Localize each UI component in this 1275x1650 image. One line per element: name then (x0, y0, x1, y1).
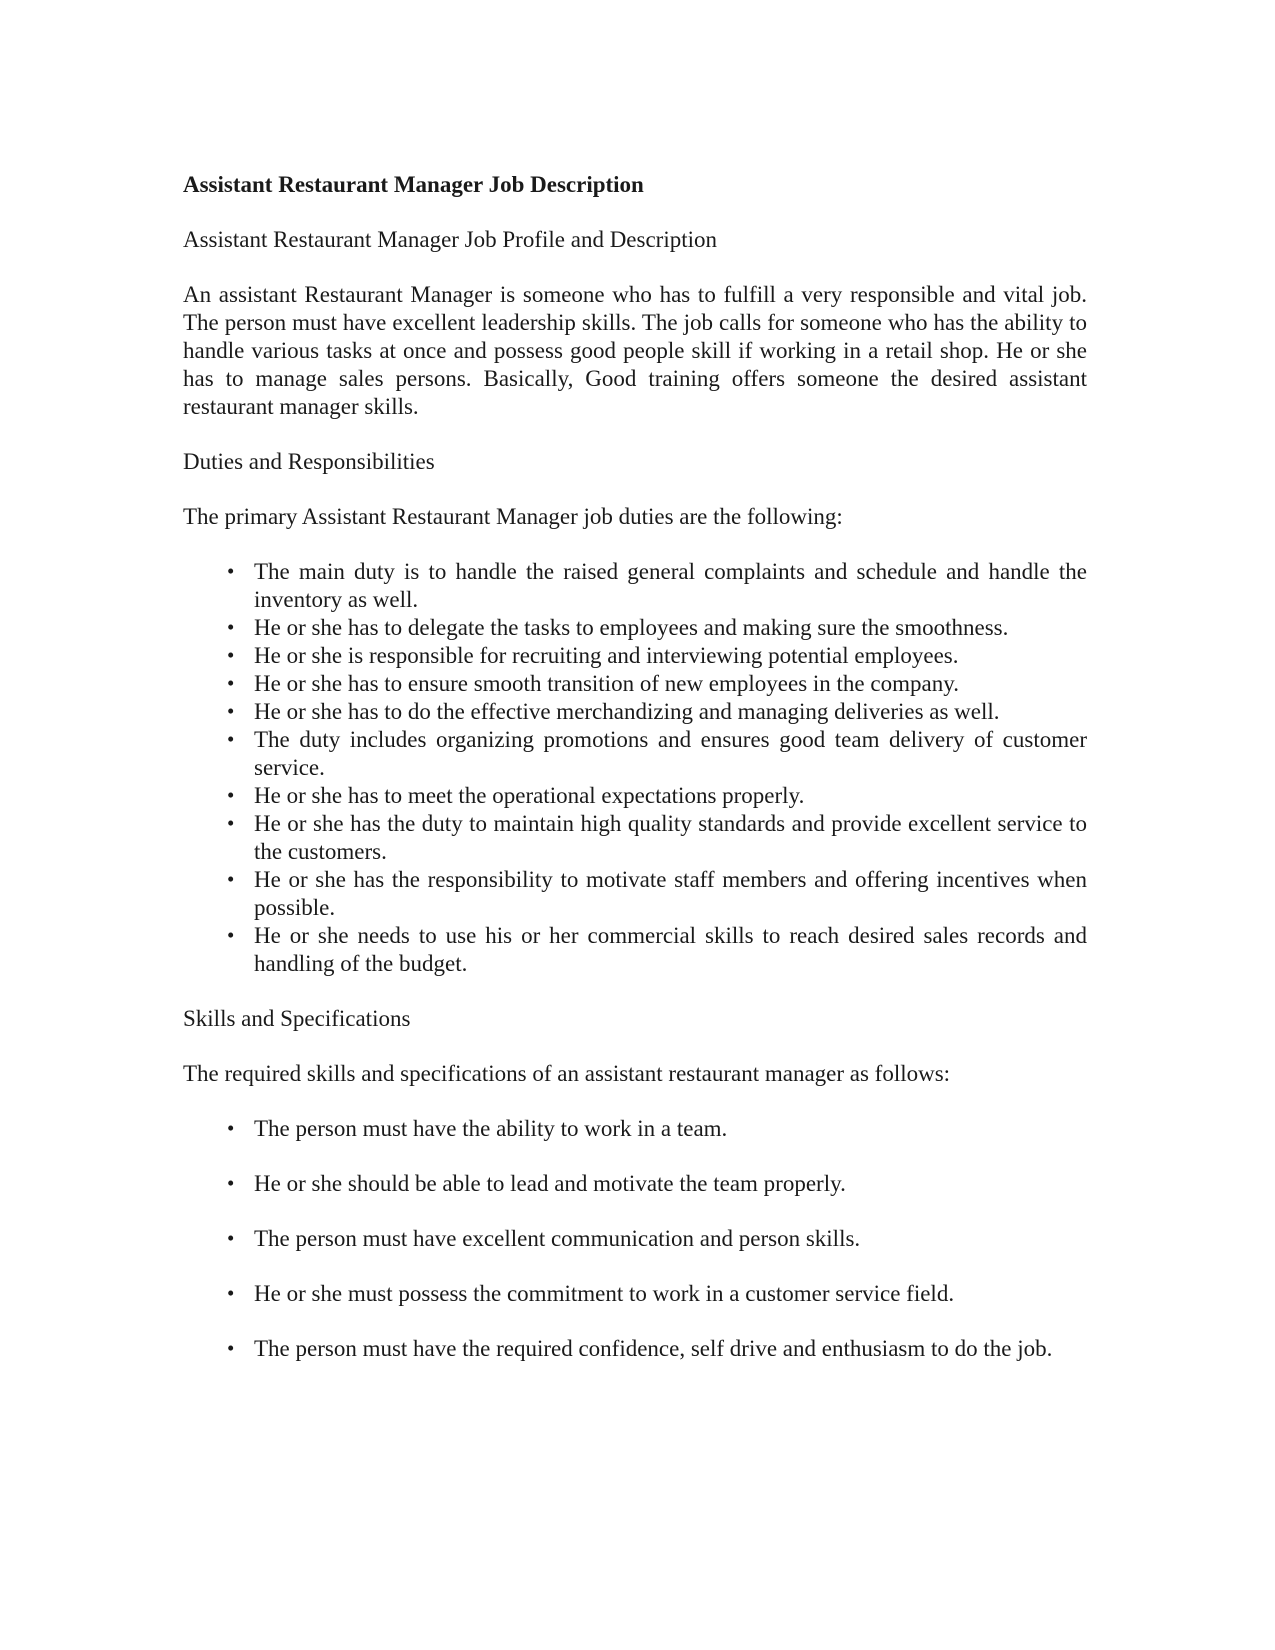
section-lead: The primary Assistant Restaurant Manager job duties are the following: (183, 504, 843, 529)
page-subtitle: Assistant Restaurant Manager Job Profile and Description (183, 227, 717, 252)
list-item (183, 1335, 1087, 1363)
list-item-text: He or she needs to use his or her commercial skills to reach desired sales records and handling of the budget. (254, 923, 1087, 976)
list-item (183, 1225, 1087, 1253)
section-lead: The required skills and specifications of an assistant restaurant manager as follows: (183, 1061, 951, 1086)
skills-bullet-list (183, 1115, 1087, 1363)
list-item (183, 922, 1087, 978)
list-item-text: He or she must possess the commitment to work in a customer service field. (254, 1281, 955, 1306)
page-title: Assistant Restaurant Manager Job Description (183, 172, 644, 197)
list-item-text: He or she should be able to lead and motivate the team properly. (254, 1171, 846, 1196)
list-item-text: He or she has to meet the operational expectations properly. (254, 783, 805, 808)
bullet-icon: • (227, 727, 235, 751)
list-item (183, 1115, 1087, 1143)
list-item (183, 782, 1087, 810)
bullet-icon: • (227, 1171, 235, 1195)
duties-bullet-list (183, 558, 1087, 978)
bullet-icon: • (227, 699, 235, 723)
bullet-icon: • (227, 811, 235, 835)
list-item (183, 698, 1087, 726)
list-item-text: He or she has the responsibility to motivate staff members and offering incentives when possible. (254, 867, 1087, 920)
bullet-icon: • (227, 1336, 235, 1360)
list-item-text: The person must have excellent communication and person skills. (254, 1226, 861, 1251)
document-content (183, 171, 1087, 1390)
bullet-icon: • (227, 1281, 235, 1305)
list-item (183, 642, 1087, 670)
list-item (183, 1170, 1087, 1198)
list-item-text: He or she has to delegate the tasks to employees and making sure the smoothness. (254, 615, 1009, 640)
bullet-icon: • (227, 1226, 235, 1250)
bullet-icon: • (227, 643, 235, 667)
list-item (183, 726, 1087, 782)
bullet-icon: • (227, 559, 235, 583)
list-item (183, 614, 1087, 642)
bullet-icon: • (227, 615, 235, 639)
bullet-icon: • (227, 783, 235, 807)
list-item-text: He or she is responsible for recruiting and interviewing potential employees. (254, 643, 959, 668)
list-item-text: The duty includes organizing promotions and ensures good team delivery of customer service. (254, 727, 1087, 780)
bullet-icon: • (227, 923, 235, 947)
bullet-icon: • (227, 671, 235, 695)
list-item-text: The person must have the required confidence, self drive and enthusiasm to do the job. (254, 1336, 1053, 1361)
list-item (183, 866, 1087, 922)
bullet-icon: • (227, 867, 235, 891)
list-item-text: He or she has to ensure smooth transition of new employees in the company. (254, 671, 959, 696)
section-heading: Skills and Specifications (183, 1006, 411, 1031)
list-item-text: The main duty is to handle the raised general complaints and schedule and handle the inventory as well. (254, 559, 1087, 612)
list-item-text: He or she has to do the effective merchandizing and managing deliveries as well. (254, 699, 1000, 724)
section-duties (183, 448, 1087, 978)
intro-paragraph: An assistant Restaurant Manager is someone who has to fulfill a very responsible and vital job. The person must have excellent leadership skills. The job calls for someone who has the ability to handle various tasks at once and possess good people skill if working in a retail shop. He or she has to manage sales persons. Basically, Good training offers someone the desired assistant restaurant manager skills. (183, 282, 1087, 419)
list-item-text: The person must have the ability to work in a team. (254, 1116, 728, 1141)
list-item-text: He or she has the duty to maintain high quality standards and provide excellent service to the customers. (254, 811, 1087, 864)
section-skills (183, 1005, 1087, 1363)
section-heading: Duties and Responsibilities (183, 449, 435, 474)
list-item (183, 670, 1087, 698)
bullet-icon: • (227, 1116, 235, 1140)
list-item (183, 558, 1087, 614)
list-item (183, 1280, 1087, 1308)
list-item (183, 810, 1087, 866)
